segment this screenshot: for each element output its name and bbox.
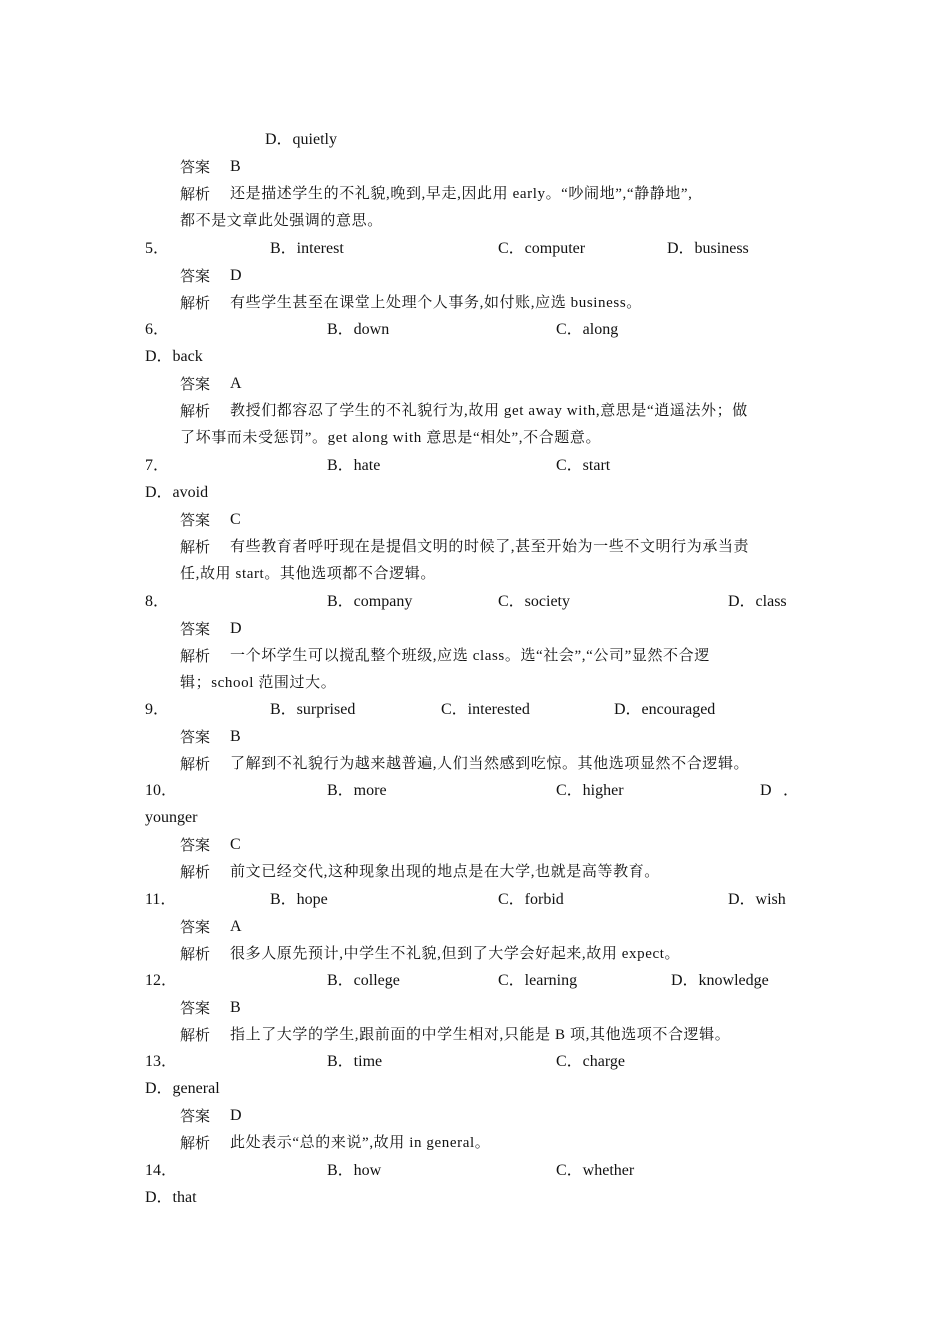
q11-explanation-line1: 很多人原先预计,中学生不礼貌,但到了大学会好起来,故用 expect。 [230, 946, 681, 962]
q10-option-d-letter: D [760, 782, 772, 799]
q8-explanation-line2: 辑；school 范围过大。 [180, 675, 337, 691]
q8-option-b: B．company [327, 593, 413, 610]
q5-option-b: B．interest [270, 240, 344, 257]
q13-number: 13． [145, 1053, 178, 1070]
q7-answer: C [230, 511, 241, 528]
answer-label: 答案 [180, 620, 211, 638]
q11-option-b: B．hope [270, 891, 328, 908]
q5-option-d: D．business [667, 240, 749, 257]
q13-option-b: B．time [327, 1053, 383, 1070]
analysis-label: 解析 [180, 755, 211, 773]
q14-number: 14． [145, 1162, 178, 1179]
q5-option-c: C．computer [498, 240, 586, 257]
q10-answer: C [230, 836, 241, 853]
answer-label: 答案 [180, 511, 211, 529]
q14-option-c: C．whether [556, 1162, 635, 1179]
analysis-label: 解析 [180, 1026, 211, 1044]
q9-option-b: B．surprised [270, 701, 356, 718]
q13-option-c: C．charge [556, 1053, 626, 1070]
q4-explanation-line2: 都不是文章此处强调的意思。 [180, 213, 383, 229]
q7-number: 7． [145, 457, 170, 474]
analysis-label: 解析 [180, 294, 211, 312]
q6-answer: A [230, 375, 242, 392]
analysis-label: 解析 [180, 402, 211, 420]
q6-explanation-line2: 了坏事而未受惩罚”。get along with 意思是“相处”,不合题意。 [180, 430, 602, 446]
q5-explanation-line1: 有些学生甚至在课堂上处理个人事务,如付账,应选 business。 [230, 295, 642, 311]
q9-number: 9． [145, 701, 170, 718]
q11-option-d: D．wish [728, 891, 786, 908]
q9-option-d: D．encouraged [614, 701, 716, 718]
q12-option-d: D．knowledge [671, 972, 769, 989]
q12-explanation-line1: 指上了大学的学生,跟前面的中学生相对,只能是 B 项,其他选项不合逻辑。 [230, 1027, 731, 1043]
analysis-label: 解析 [180, 945, 211, 963]
q10-option-b: B．more [327, 782, 387, 799]
q12-option-c: C．learning [498, 972, 578, 989]
q12-option-b: B．college [327, 972, 400, 989]
q9-option-c: C．interested [441, 701, 530, 718]
answer-label: 答案 [180, 918, 211, 936]
q9-answer: B [230, 728, 241, 745]
answer-label: 答案 [180, 836, 211, 854]
q6-option-b: B．down [327, 321, 390, 338]
answer-label: 答案 [180, 728, 211, 746]
q7-explanation-line1: 有些教育者呼吁现在是提倡文明的时候了,甚至开始为一些不文明行为承当责 [230, 539, 750, 555]
analysis-label: 解析 [180, 185, 211, 203]
answer-label: 答案 [180, 375, 211, 393]
q8-option-c: C．society [498, 593, 570, 610]
q14-option-d: D．that [145, 1189, 197, 1206]
q10-option-c: C．higher [556, 782, 624, 799]
q5-number: 5． [145, 240, 170, 257]
q6-explanation-line1: 教授们都容忍了学生的不礼貌行为,故用 get away with,意思是“逍遥法外；做 [230, 403, 748, 419]
analysis-label: 解析 [180, 863, 211, 881]
analysis-label: 解析 [180, 1134, 211, 1152]
q6-option-c: C．along [556, 321, 619, 338]
q10-number: 10． [145, 782, 178, 799]
q14-option-b: B．how [327, 1162, 382, 1179]
answer-label: 答案 [180, 267, 211, 285]
q4-answer: B [230, 158, 241, 175]
q13-answer: D [230, 1107, 242, 1124]
q8-number: 8． [145, 593, 170, 610]
q8-explanation-line1: 一个坏学生可以搅乱整个班级,应选 class。选“社会”,“公司”显然不合逻 [230, 648, 710, 664]
q8-answer: D [230, 620, 242, 637]
q11-number: 11． [145, 891, 177, 908]
answer-label: 答案 [180, 158, 211, 176]
answer-label: 答案 [180, 1107, 211, 1125]
q6-number: 6． [145, 321, 170, 338]
q12-number: 12． [145, 972, 178, 989]
answer-label: 答案 [180, 999, 211, 1017]
analysis-label: 解析 [180, 538, 211, 556]
q13-explanation-line1: 此处表示“总的来说”,故用 in general。 [230, 1135, 491, 1151]
q7-option-d: D．avoid [145, 484, 209, 501]
analysis-label: 解析 [180, 647, 211, 665]
q5-answer: D [230, 267, 242, 284]
q11-answer: A [230, 918, 242, 935]
q11-option-c: C．forbid [498, 891, 564, 908]
q6-option-d: D．back [145, 348, 203, 365]
q13-option-d: D．general [145, 1080, 220, 1097]
q9-explanation-line1: 了解到不礼貌行为越来越普遍,人们当然感到吃惊。其他选项显然不合逻辑。 [230, 756, 750, 772]
q7-explanation-line2: 任,故用 start。其他选项都不合逻辑。 [180, 566, 436, 582]
q4-explanation-line1: 还是描述学生的不礼貌,晚到,早走,因此用 early。“吵闹地”,“静静地”, [230, 186, 693, 202]
q8-option-d: D．class [728, 593, 787, 610]
q10-option-d-dot: ． [783, 782, 800, 799]
q4-option-d: D．quietly [265, 131, 337, 148]
q10-option-d-word: younger [145, 809, 198, 826]
q12-answer: B [230, 999, 241, 1016]
q7-option-b: B．hate [327, 457, 381, 474]
q10-explanation-line1: 前文已经交代,这种现象出现的地点是在大学,也就是高等教育。 [230, 864, 660, 880]
q7-option-c: C．start [556, 457, 611, 474]
